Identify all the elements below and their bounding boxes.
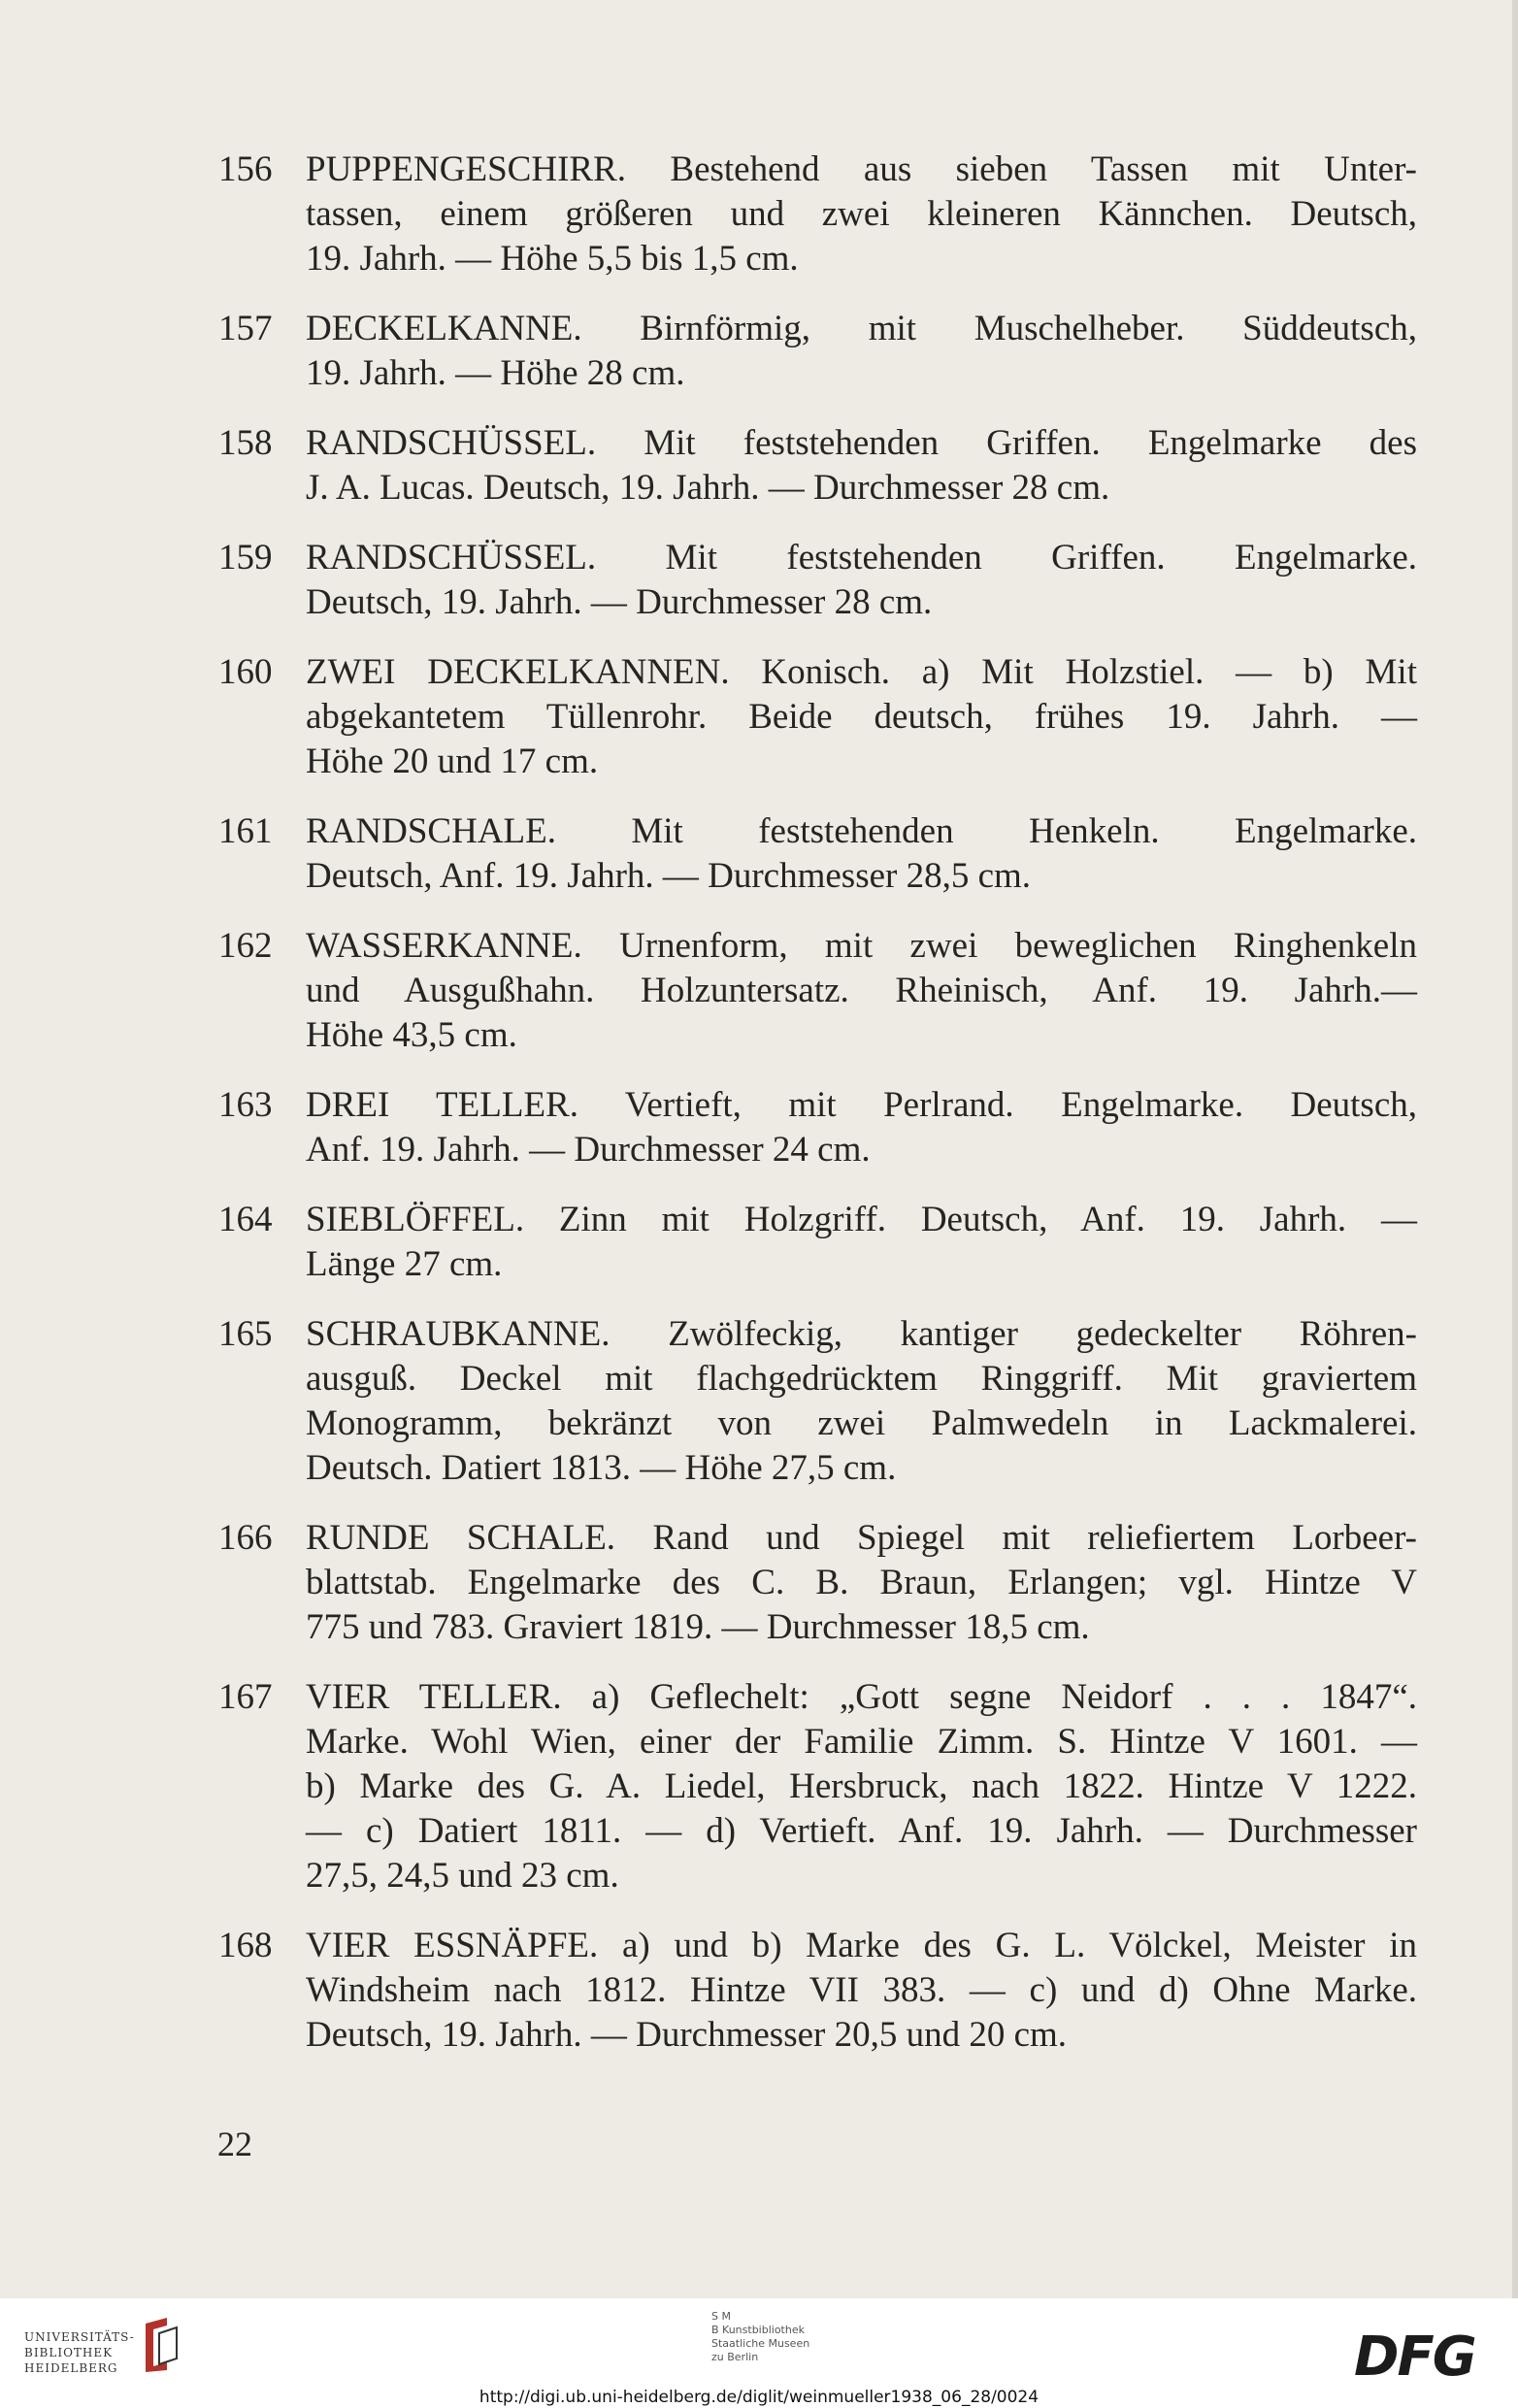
source-url-link[interactable]: http://digi.ub.uni-heidelberg.de/diglit/weinmueller1938_06_28/0024 — [478, 2388, 1040, 2407]
entry-text-line: ausguß. Deckel mit flachgedrücktem Ringgriff. Mit graviertem — [306, 1359, 1417, 1399]
entry-text-line: VIER ESSNÄPFE. a) und b) Marke des G. L. Völckel, Meister in — [306, 1926, 1417, 1965]
entry-text-line: — c) Datiert 1811. — d) Vertieft. Anf. 19. Jahrh. — Durchmesser — [306, 1811, 1417, 1851]
entry-text-line: Höhe 20 und 17 cm. — [306, 742, 599, 781]
entry-text-line: Marke. Wohl Wien, einer der Familie Zimm. S. Hintze V 1601. — — [306, 1722, 1417, 1762]
entry-text-line: blattstab. Engelmarke des C. B. Braun, Erlangen; vgl. Hintze V — [306, 1563, 1417, 1602]
entry-number: 161 — [218, 811, 273, 851]
entry-text-line: Deutsch. Datiert 1813. — Höhe 27,5 cm. — [306, 1448, 897, 1488]
entry-number: 166 — [218, 1518, 273, 1558]
entry-number: 156 — [218, 149, 273, 189]
catalog-entry — [218, 536, 1417, 625]
entry-number: 168 — [218, 1926, 273, 1965]
footer-bar — [0, 2298, 1518, 2408]
entry-text-line: Deutsch, 19. Jahrh. — Durchmesser 28 cm. — [306, 582, 933, 622]
entry-text-line: WASSERKANNE. Urnenform, mit zwei beweglichen Ringhenkeln — [306, 926, 1417, 966]
entry-text-line: RANDSCHALE. Mit feststehenden Henkeln. Engelmarke. — [306, 811, 1417, 851]
entry-text-line: 775 und 783. Graviert 1819. — Durchmesser 18,5 cm. — [306, 1607, 1090, 1647]
entry-text-line: RANDSCHÜSSEL. Mit feststehenden Griffen. Engelmarke. — [306, 538, 1417, 577]
entry-number: 157 — [218, 309, 273, 348]
smb-logo: S M B Kunstbibliothek Staatliche Museen zu Berlin — [711, 2310, 810, 2363]
entry-number: 164 — [218, 1200, 273, 1239]
entry-text-line: Anf. 19. Jahrh. — Durchmesser 24 cm. — [306, 1130, 871, 1170]
page-number: 22 — [217, 2125, 252, 2163]
entry-text-line: Deutsch, Anf. 19. Jahrh. — Durchmesser 28,5 cm. — [306, 856, 1032, 896]
entry-number: 159 — [218, 538, 273, 577]
entry-text-line: 19. Jahrh. — Höhe 5,5 bis 1,5 cm. — [306, 239, 799, 279]
entry-text-line: b) Marke des G. A. Liedel, Hersbruck, nach 1822. Hintze V 1222. — [306, 1766, 1417, 1806]
entry-text-line: J. A. Lucas. Deutsch, 19. Jahrh. — Durchmesser 28 cm. — [306, 468, 1110, 508]
entry-text-line: RANDSCHÜSSEL. Mit feststehenden Griffen. Engelmarke des — [306, 423, 1417, 463]
entry-text-line: SCHRAUBKANNE. Zwölfeckig, kantiger gedeckelter Röhren- — [306, 1314, 1417, 1354]
catalog-entry — [218, 421, 1417, 511]
entry-text-line: RUNDE SCHALE. Rand und Spiegel mit reliefiertem Lorbeer- — [306, 1518, 1417, 1558]
catalog-entries — [218, 148, 1417, 2083]
university-library-label[interactable]: UNIVERSITÄTS- BIBLIOTHEK HEIDELBERG — [24, 2330, 135, 2375]
dfg-logo: DFG — [1354, 2326, 1475, 2389]
entry-text-line: DECKELKANNE. Birnförmig, mit Muschelheber. Süddeutsch, — [306, 309, 1417, 348]
catalog-entry — [218, 307, 1417, 396]
entry-text-line: tassen, einem größeren und zwei kleineren Kännchen. Deutsch, — [306, 194, 1417, 234]
entry-text-line: Länge 27 cm. — [306, 1244, 503, 1284]
entry-text-line: Deutsch, 19. Jahrh. — Durchmesser 20,5 und 20 cm. — [306, 2015, 1068, 2055]
entry-text-line: ZWEI DECKELKANNEN. Konisch. a) Mit Holzstiel. — b) Mit — [306, 652, 1417, 692]
entry-number: 162 — [218, 926, 273, 966]
entry-text-line: 19. Jahrh. — Höhe 28 cm. — [306, 353, 685, 393]
catalog-entry — [218, 1312, 1417, 1491]
catalog-entry — [218, 1198, 1417, 1287]
library-logo-icon — [138, 2316, 184, 2374]
entry-text-line: VIER TELLER. a) Geflechelt: „Gott segne Neidorf . . . 1847“. — [306, 1677, 1417, 1717]
catalog-entry — [218, 924, 1417, 1058]
catalog-entry — [218, 1083, 1417, 1172]
entry-text-line: DREI TELLER. Vertieft, mit Perlrand. Engelmarke. Deutsch, — [306, 1085, 1417, 1125]
entry-number: 158 — [218, 423, 273, 463]
entry-text-line: SIEBLÖFFEL. Zinn mit Holzgriff. Deutsch, Anf. 19. Jahrh. — — [306, 1200, 1417, 1239]
catalog-entry — [218, 1924, 1417, 2058]
entry-text-line: Höhe 43,5 cm. — [306, 1015, 517, 1055]
entry-text-line: PUPPENGESCHIRR. Bestehend aus sieben Tassen mit Unter- — [306, 149, 1417, 189]
entry-text-line: Monogramm, bekränzt von zwei Palmwedeln in Lackmalerei. — [306, 1403, 1417, 1443]
catalog-entry — [218, 650, 1417, 784]
entry-text-line: abgekantetem Tüllenrohr. Beide deutsch, frühes 19. Jahrh. — — [306, 697, 1417, 737]
entry-text-line: und Ausgußhahn. Holzuntersatz. Rheinisch, Anf. 19. Jahrh.— — [306, 971, 1417, 1010]
catalog-entry — [218, 1675, 1417, 1898]
entry-number: 167 — [218, 1677, 273, 1717]
entry-number: 165 — [218, 1314, 273, 1354]
entry-number: 163 — [218, 1085, 273, 1125]
entry-number: 160 — [218, 652, 273, 692]
catalog-entry — [218, 148, 1417, 281]
entry-text-line: 27,5, 24,5 und 23 cm. — [306, 1856, 619, 1896]
catalog-entry — [218, 809, 1417, 899]
entry-text-line: Windsheim nach 1812. Hintze VII 383. — c) und d) Ohne Marke. — [306, 1970, 1417, 2010]
catalog-entry — [218, 1516, 1417, 1650]
